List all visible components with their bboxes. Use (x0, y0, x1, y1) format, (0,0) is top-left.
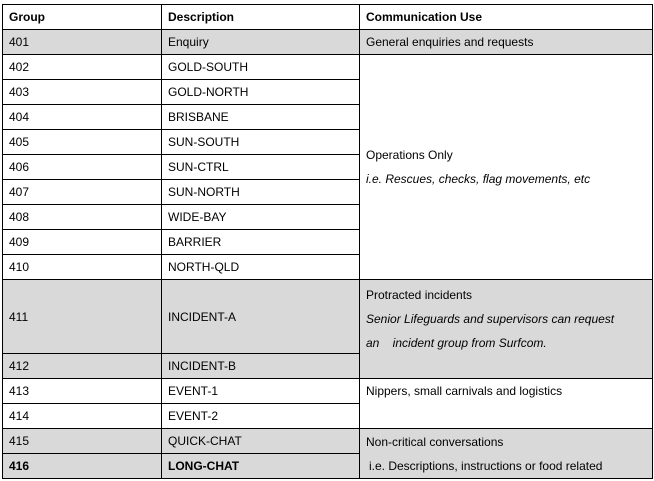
header-group: Group (3, 5, 162, 30)
communication-groups-table (2, 4, 653, 479)
nippers-label: Nippers, small carnivals and logistics (366, 384, 563, 398)
description-cell: Enquiry (162, 30, 360, 55)
protracted-note-line-2: an incident group from Surfcom. (366, 336, 547, 350)
group-cell: 409 (3, 230, 162, 255)
table-row (3, 280, 653, 354)
group-cell: 410 (3, 255, 162, 280)
use-cell-operations (360, 55, 653, 280)
group-cell: 411 (3, 280, 162, 354)
description-cell: INCIDENT-B (162, 354, 360, 379)
group-cell: 414 (3, 404, 162, 429)
header-description: Description (162, 5, 360, 30)
header-row (3, 5, 653, 30)
table-row (3, 379, 653, 404)
description-cell: GOLD-SOUTH (162, 55, 360, 80)
protracted-label: Protracted incidents (366, 288, 473, 302)
description-cell: EVENT-1 (162, 379, 360, 404)
group-cell: 415 (3, 429, 162, 454)
use-cell-noncritical (360, 429, 653, 479)
description-cell: EVENT-2 (162, 404, 360, 429)
group-cell: 404 (3, 105, 162, 130)
group-cell: 407 (3, 180, 162, 205)
table-row (3, 429, 653, 454)
use-cell-protracted (360, 280, 653, 379)
description-cell: SUN-SOUTH (162, 130, 360, 155)
use-cell-general: General enquiries and requests (360, 30, 653, 55)
description-cell: NORTH-QLD (162, 255, 360, 280)
use-cell-nippers (360, 379, 653, 429)
description-cell: GOLD-NORTH (162, 80, 360, 105)
operations-label: Operations Only (366, 148, 453, 162)
table-row (3, 55, 653, 80)
description-cell: LONG-CHAT (162, 454, 360, 479)
header-communication-use: Communication Use (360, 5, 653, 30)
group-cell: 413 (3, 379, 162, 404)
table-row (3, 30, 653, 55)
operations-note: i.e. Rescues, checks, flag movements, etc (366, 172, 591, 186)
group-cell: 412 (3, 354, 162, 379)
group-cell: 405 (3, 130, 162, 155)
group-cell: 403 (3, 80, 162, 105)
description-cell: BARRIER (162, 230, 360, 255)
group-cell: 408 (3, 205, 162, 230)
protracted-note-line-1: Senior Lifeguards and supervisors can request (366, 312, 615, 326)
noncritical-label: Non-critical conversations (366, 434, 504, 449)
noncritical-note: i.e. Descriptions, instructions or food related (369, 458, 603, 473)
group-cell: 416 (3, 454, 162, 479)
group-cell: 406 (3, 155, 162, 180)
group-cell: 401 (3, 30, 162, 55)
description-cell: INCIDENT-A (162, 280, 360, 354)
group-cell: 402 (3, 55, 162, 80)
description-cell: BRISBANE (162, 105, 360, 130)
description-cell: SUN-CTRL (162, 155, 360, 180)
description-cell: SUN-NORTH (162, 180, 360, 205)
description-cell: QUICK-CHAT (162, 429, 360, 454)
description-cell: WIDE-BAY (162, 205, 360, 230)
